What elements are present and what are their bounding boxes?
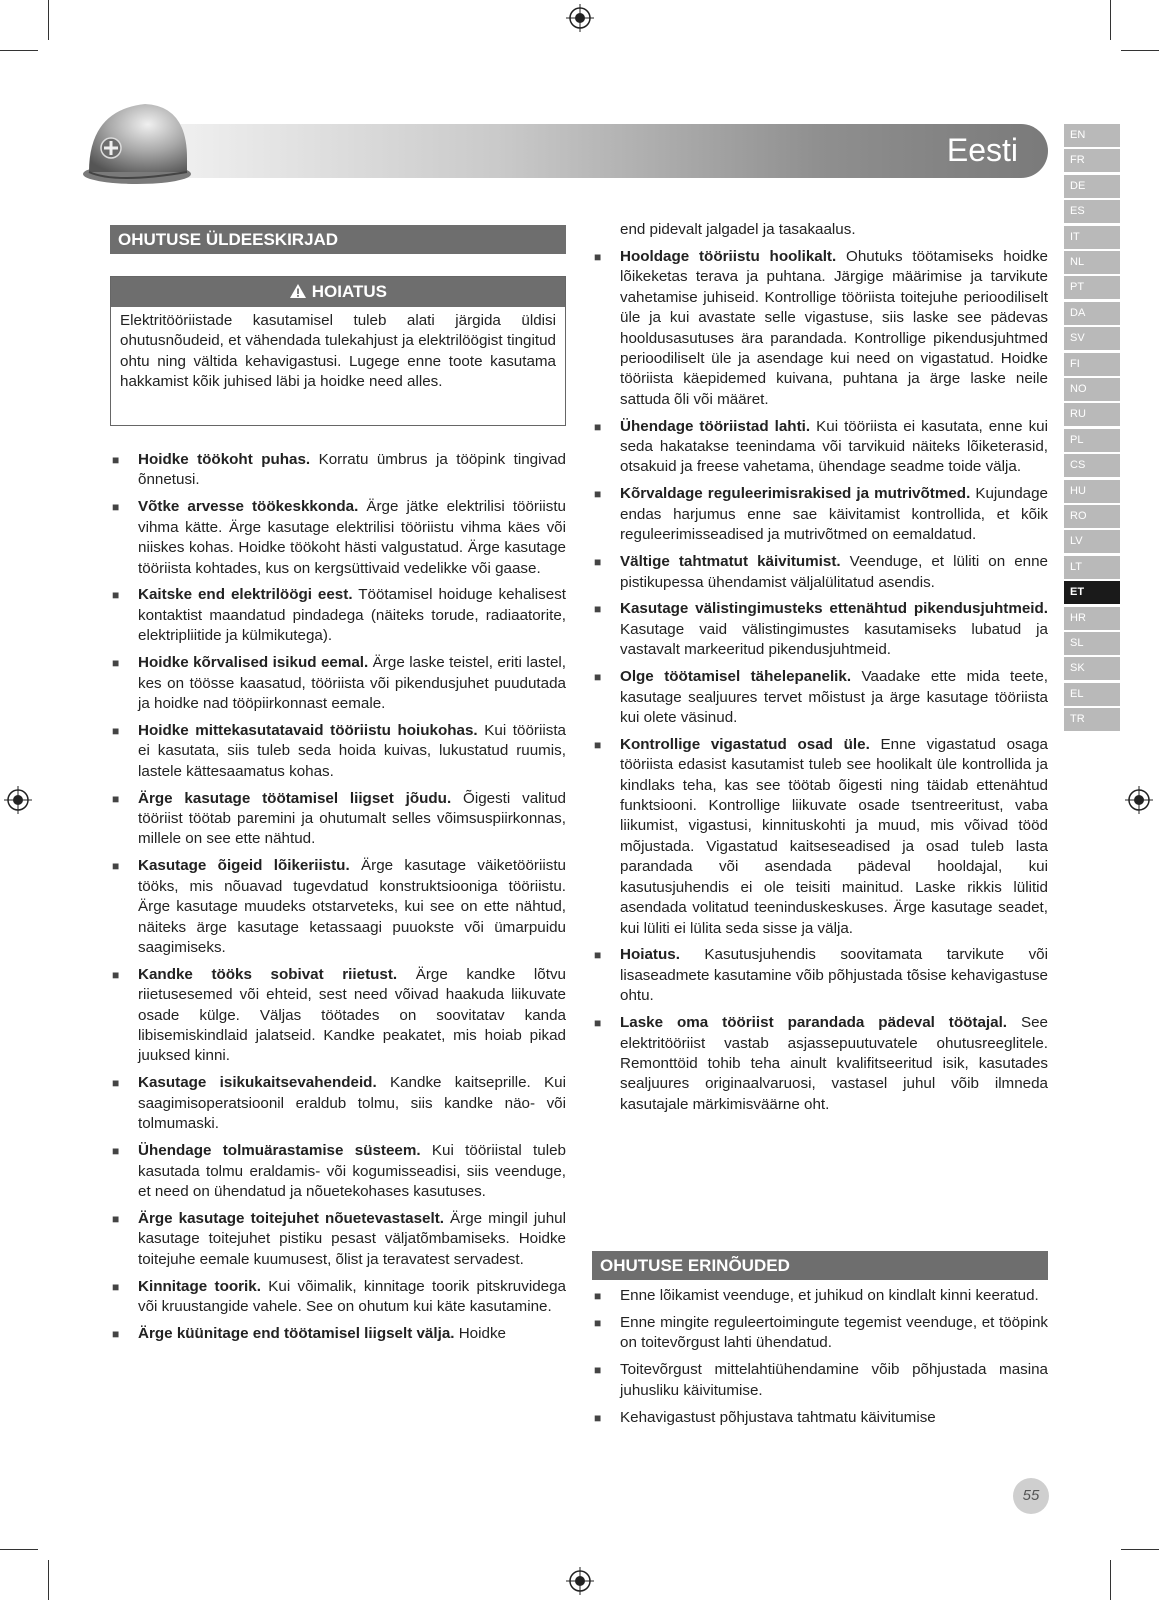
list-item xyxy=(592,667,1048,728)
item-heading: Vältige tahtmatut käivitumist. xyxy=(620,553,841,571)
item-text: Kandke kaitseprille. Kui saagimisoperatsioonil eraldub tolmu, siis kandke näo- või tolmumaski. xyxy=(138,1074,566,1133)
list-item xyxy=(110,1073,566,1134)
item-heading: Hoidke mittekasutatavaid tööriistu hoiukohas. xyxy=(138,721,478,739)
square-bullet-icon: ■ xyxy=(594,1363,602,1378)
language-tab-pt[interactable]: PT xyxy=(1064,276,1120,299)
item-text: Kasutusjuhendis soovitamata tarvikute või lisaseadmete kasutamine võib põhjustada tõsise kehavigastuse ohtu. xyxy=(620,946,1048,1005)
page-number: 55 xyxy=(1013,1478,1049,1514)
list-item xyxy=(592,945,1048,1006)
item-text: Ärge jätke elektrilisi tööriistu vihma kätte. Ärge kasutage elektrilisi tööriistu vihma käes või niiskes kohas. Hoidke töökoht hästi valgustatud. Ärge kasutage tööriista kohtades, kus on kergsüttivaid vedelikke või gaase. xyxy=(138,498,566,577)
item-heading: Kinnitage toorik. xyxy=(138,1277,261,1295)
crop-mark xyxy=(1110,1560,1111,1600)
crop-mark xyxy=(0,50,38,51)
header-band xyxy=(140,124,1048,178)
language-title: Eesti xyxy=(946,132,1018,168)
item-heading: Hoiatus. xyxy=(620,946,680,964)
crop-mark xyxy=(1121,1549,1159,1550)
list-item xyxy=(592,484,1048,545)
list-item xyxy=(592,1408,1048,1428)
language-tab-fr[interactable]: FR xyxy=(1064,149,1120,172)
list-item xyxy=(110,965,566,1067)
list-item xyxy=(592,247,1048,410)
item-text: Enne vigastatud osaga tööriista edasist kasutamist tuleb see hoolikalt üle kontrollida ja kindlaks teha, kas see töötab õigesti ning täidab ettenähtud funktsiooni. Kontrollige liikuvate osade tsentreeritust, vaba liikumist, vigastusi, kinnituskohti ja muud, mis võivad tööd mõjustada. Vigastatud kaitseseadised ja osad tuleb lasta parandada või asendada pädeval hooldajal, kui kasutusjuhendis ei ole teisiti mainitud. Laske rikkis lülitid asendada volitatud teeninduskeskuses. Ärge kasutage seadet, kui lüliti ei lülita seda sisse ja välja. xyxy=(620,735,1048,937)
item-heading: Kasutage õigeid lõikeriistu. xyxy=(138,857,350,875)
item-text: Töötamisel hoiduge kehalisest kontaktist maandatud pindadega (näiteks torude, radiaatorite, elektripliitide ja külmikutega). xyxy=(138,586,567,645)
crop-mark xyxy=(48,1560,49,1600)
item-text: Kui tööriista ei kasutata, siis tuleb seda hoida kuivas, lukustatud ruumis, lastele kättesaamatus kohas. xyxy=(138,721,566,780)
right-column xyxy=(592,220,1048,1122)
item-text: Hoidke xyxy=(454,1324,506,1342)
square-bullet-icon: ■ xyxy=(594,670,602,685)
square-bullet-icon: ■ xyxy=(594,1016,602,1031)
language-tab-no[interactable]: NO xyxy=(1064,378,1120,401)
safety-helmet-icon xyxy=(75,88,195,188)
language-tab-en[interactable]: EN xyxy=(1064,124,1120,147)
square-bullet-icon: ■ xyxy=(594,1410,602,1425)
list-item xyxy=(110,1209,566,1270)
item-text: Enne lõikamist veenduge, et juhikud on kindlalt kinni keeratud. xyxy=(620,1287,1039,1304)
language-tab-lv[interactable]: LV xyxy=(1064,530,1120,553)
item-text: See elektritööriist vastab asjassepuutuvatele ohutusreeglitele. Remonttöid tohib teha ainult kvalifitseeritud isik, kasutades sealjuures originaalvaruosi, vastasel juhul võib ilmneda kasutajale märkimisväärne oht. xyxy=(620,1014,1048,1113)
item-heading: Kandke tööks sobivat riietust. xyxy=(138,965,398,983)
square-bullet-icon: ■ xyxy=(594,419,602,434)
item-text: Toitevõrgust mittelahtiühendamine võib põhjustada masina juhusliku käivitumise. xyxy=(620,1361,1048,1399)
square-bullet-icon: ■ xyxy=(112,453,120,467)
list-item xyxy=(110,1324,566,1344)
language-tab-ro[interactable]: RO xyxy=(1064,505,1120,528)
item-heading: Hooldage tööriistu hoolikalt. xyxy=(620,247,837,265)
square-bullet-icon: ■ xyxy=(594,948,602,963)
warning-header xyxy=(111,277,565,307)
square-bullet-icon: ■ xyxy=(594,249,602,264)
crop-mark xyxy=(0,1549,38,1550)
square-bullet-icon: ■ xyxy=(594,555,602,570)
item-text: Enne mingite reguleertoimingute tegemist veenduge, et tööpink on toitevõrgust lahti ühendatud. xyxy=(620,1313,1048,1352)
language-tab-hr[interactable]: HR xyxy=(1064,607,1120,630)
language-tab-hu[interactable]: HU xyxy=(1064,480,1120,503)
item-text: Ärge kasutage väiketööriistu tööks, mis nõuavad tugevdatud konstruktsiooniga tööriistu. Ärge kasutage muudeks otstarveteks, kui see on ette nähtud, näiteks ärge kasutage ketassaagi puuokste või ümarpuidu saagimiseks. xyxy=(138,857,567,956)
language-tab-pl[interactable]: PL xyxy=(1064,429,1120,452)
item-text: Kehavigastust põhjustava tahtmatu käivitumise xyxy=(620,1408,936,1426)
list-item xyxy=(592,735,1048,939)
square-bullet-icon: ■ xyxy=(112,656,120,671)
item-heading: Kõrvaldage reguleerimisrakised ja mutrivõtmed. xyxy=(620,485,971,503)
language-tab-nl[interactable]: NL xyxy=(1064,251,1120,274)
square-bullet-icon: ■ xyxy=(112,1279,120,1294)
language-tab-tr[interactable]: TR xyxy=(1064,708,1120,731)
list-item xyxy=(110,1277,566,1318)
warning-title: HOIATUS xyxy=(311,282,387,301)
item-text: Ärge laske teistel, eriti lastel, kes on töösse kaasatud, tööriista või pikendusjuhet puudutada ja hoidke nad tööpiirkonnast eemale. xyxy=(138,654,566,712)
language-tab-sk[interactable]: SK xyxy=(1064,657,1120,680)
square-bullet-icon: ■ xyxy=(594,1315,602,1330)
item-text: Korratu ümbrus ja tööpink tingivad õnnetusi. xyxy=(138,451,566,489)
language-tab-sl[interactable]: SL xyxy=(1064,632,1120,655)
section-heading-additional-safety: OHUTUSE ERINÕUDED xyxy=(592,1251,1048,1280)
item-heading: Ärge kasutage toitejuhet nõuetevastaselt. xyxy=(138,1209,444,1227)
item-heading: Ühendage tööriistad lahti. xyxy=(620,417,811,435)
item-text: Kui tööriistal tuleb kasutada tolmu eraldamis- või kogumisseadisi, siis veenduge, et need on ühendatud ja nõuetekohases kasutuses. xyxy=(138,1142,566,1200)
list-item xyxy=(110,789,566,850)
list-item xyxy=(110,497,566,579)
language-tab-lt[interactable]: LT xyxy=(1064,556,1120,579)
list-item xyxy=(592,1013,1048,1115)
language-tab-fi[interactable]: FI xyxy=(1064,353,1120,376)
item-heading: Hoidke kõrvalised isikud eemal. xyxy=(138,654,369,672)
list-item xyxy=(110,856,566,958)
item-text: Kujundage endas harjumus enne sae käivitamist kontrollida, et kõik reguleerimisseadised ja mutrivõtmed on eemaldatud. xyxy=(620,485,1048,544)
crop-mark xyxy=(1110,0,1111,40)
list-item xyxy=(592,1313,1048,1354)
registration-mark-icon xyxy=(1125,786,1153,814)
registration-mark-icon xyxy=(566,1567,594,1595)
square-bullet-icon: ■ xyxy=(594,487,602,502)
language-tab-es[interactable]: ES xyxy=(1064,200,1120,223)
crop-mark xyxy=(48,0,49,40)
list-item xyxy=(592,552,1048,593)
language-tab-de[interactable]: DE xyxy=(1064,175,1120,198)
continuation-text: end pidevalt jalgadel ja tasakaalus. xyxy=(620,221,856,238)
crop-mark xyxy=(1121,50,1159,51)
language-tab-it[interactable]: IT xyxy=(1064,226,1120,249)
square-bullet-icon: ■ xyxy=(112,1076,120,1091)
item-heading: Kasutage välistingimusteks ettenähtud pikendusjuhtmeid. xyxy=(620,600,1048,618)
language-tab-el[interactable]: EL xyxy=(1064,683,1120,706)
list-item xyxy=(592,1360,1048,1401)
list-item xyxy=(592,599,1048,660)
item-heading: Võtke arvesse töökeskkonda. xyxy=(138,498,359,516)
item-text: Vaadake ette mida teete, kasutage sealjuures tervet mõistust ja ärge kasutage tööriista kui olete väsinud. xyxy=(620,668,1048,726)
square-bullet-icon: ■ xyxy=(594,1289,602,1303)
item-text: Ärge kandke lõtvu riietusesemed või ehteid, sest need võivad haakuda liikuvate osade külge. Väljas töötades on soovitatav kanda libisemiskindlaid jalatseid. Kandke peakatet, mis hoiab pikad juuksed kinni. xyxy=(138,965,566,1065)
registration-mark-icon xyxy=(4,786,32,814)
left-column-list xyxy=(110,450,566,1351)
language-tab-da[interactable]: DA xyxy=(1064,302,1120,325)
square-bullet-icon: ■ xyxy=(112,791,120,806)
warning-text: Elektritööriistade kasutamisel tuleb alati järgida üldisi ohutusnõudeid, et vähendada tulekahjust ja elektrilöögist tingitud ohtu ning vältida kehavigastusi. Lugege enne toote kasutama hakkamist kõik juhised läbi ja hoidke need alles. xyxy=(120,312,556,391)
square-bullet-icon: ■ xyxy=(112,500,120,515)
warning-triangle-icon xyxy=(289,283,307,299)
list-item xyxy=(592,417,1048,478)
square-bullet-icon: ■ xyxy=(112,1326,120,1341)
section-heading-general-safety: OHUTUSE ÜLDEESKIRJAD xyxy=(110,225,566,254)
warning-box xyxy=(110,276,566,426)
language-tab-et[interactable]: ET xyxy=(1064,581,1120,604)
language-tab-cs[interactable]: CS xyxy=(1064,454,1120,477)
item-text: Kasutage vaid välistingimustes kasutamiseks lubatud ja vastavalt markeeritud pikendusjuhtmeid. xyxy=(620,620,1048,659)
item-text: Veenduge, et lüliti on enne pistikupessa ühendamist väljalülitatud asendis. xyxy=(620,553,1049,591)
registration-mark-icon xyxy=(566,4,594,32)
item-text: Ohutuks töötamiseks hoidke lõikeketas terava ja puhtana. Järgige määrimise ja tarvikute vahetamise juhiseid. Kontrollige tööriista toitejuhe perioodiliselt üle ja kui avastate selle vigastuse, siis laske see pädevas hooldusasutuses ära parandada. Kontrollige pikendusjuhtmed perioodiliselt üle ja asendage kui need on vigastatud. Hoidke tööriista käepidemed kuivana, puhtana ja ärge laske neile sattuda õli või määret. xyxy=(620,247,1048,408)
square-bullet-icon: ■ xyxy=(112,723,120,738)
square-bullet-icon: ■ xyxy=(112,1211,120,1226)
square-bullet-icon: ■ xyxy=(112,588,120,603)
item-text: Õigesti valitud tööriist töötab paremini ja ohutumalt selles võimsuspiirkonnas, millele on see ette nähtud. xyxy=(138,789,567,848)
item-heading: Ühendage tolmuärastamise süsteem. xyxy=(138,1142,421,1160)
item-heading: Kaitske end elektrilöögi eest. xyxy=(138,586,353,604)
list-item xyxy=(592,1286,1048,1306)
item-heading: Olge töötamisel tähelepanelik. xyxy=(620,668,852,686)
list-item xyxy=(110,450,566,491)
item-heading: Ärge küünitage end töötamisel liigselt välja. xyxy=(138,1324,455,1342)
right-column-list xyxy=(592,247,1048,1115)
item-text: Kui tööriista ei kasutata, enne kui seda hakatakse teenindama või tarvikuid näiteks lõiketerasid, otsakuid ja freese vahetama, ühendage seadme toide välja. xyxy=(620,417,1048,476)
list-item xyxy=(110,585,566,646)
square-bullet-icon: ■ xyxy=(112,1144,120,1159)
square-bullet-icon: ■ xyxy=(594,602,602,617)
square-bullet-icon: ■ xyxy=(112,967,120,982)
square-bullet-icon: ■ xyxy=(594,737,602,752)
item-heading: Ärge kasutage töötamisel liigset jõudu. xyxy=(138,789,452,807)
item-heading: Kasutage isikukaitsevahendeid. xyxy=(138,1074,377,1092)
list-item xyxy=(110,653,566,714)
item-heading: Hoidke töökoht puhas. xyxy=(138,451,311,468)
item-text: Ärge mingil juhul kasutage toitejuhet pistiku pesast väljatõmbamiseks. Hoidke toitejuhe eemale kuumusest, õlist ja teravatest servadest. xyxy=(138,1209,566,1268)
language-tab-ru[interactable]: RU xyxy=(1064,403,1120,426)
list-item xyxy=(110,721,566,782)
list-item xyxy=(110,1141,566,1202)
item-heading: Laske oma tööriist parandada pädeval töötajal. xyxy=(620,1014,1008,1032)
additional-safety-list xyxy=(592,1286,1048,1434)
item-heading: Kontrollige vigastatud osad üle. xyxy=(620,735,870,753)
item-text: Kui võimalik, kinnitage toorik pitskruvidega või kruustangide vahele. See on ohutum kui käte kasutamine. xyxy=(138,1277,566,1315)
language-tab-sv[interactable]: SV xyxy=(1064,327,1120,350)
square-bullet-icon: ■ xyxy=(112,859,120,874)
